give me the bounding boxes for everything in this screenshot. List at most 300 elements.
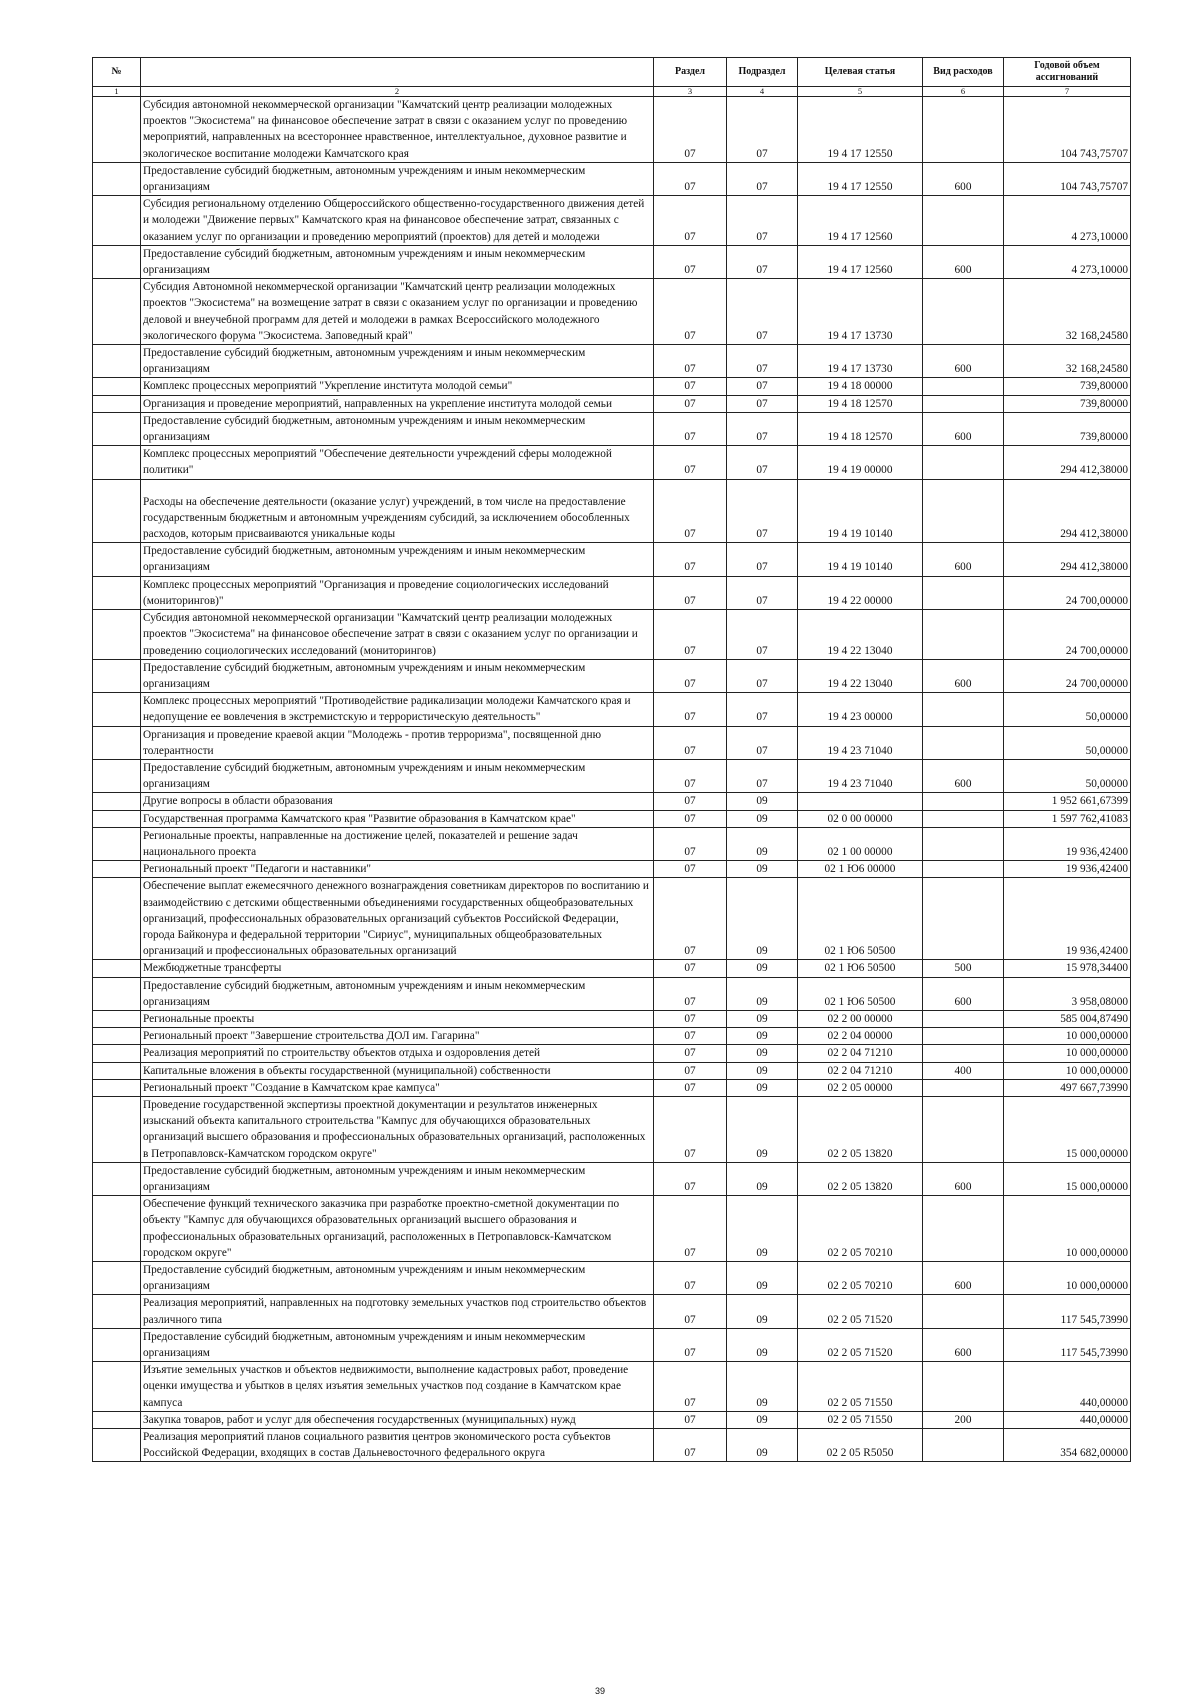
row-name-cell: Предоставление субсидий бюджетным, автономным учреждениям и иным некоммерческим организациям bbox=[141, 759, 654, 792]
row-number-cell bbox=[93, 543, 141, 576]
row-target-article-cell: 19 4 17 12560 bbox=[798, 196, 923, 246]
row-target-article-cell: 02 2 05 70210 bbox=[798, 1262, 923, 1295]
row-target-article-cell: 02 0 00 00000 bbox=[798, 810, 923, 827]
table-row bbox=[93, 977, 1131, 1010]
row-amount-cell: 19 936,42400 bbox=[1004, 827, 1131, 860]
row-target-article-cell: 19 4 22 00000 bbox=[798, 576, 923, 609]
row-name-cell: Субсидия автономной некоммерческой организации "Камчатский центр реализации молодежных проектов "Экосистема" на финансовое обеспечение затрат в связи с оказанием услуг по организации и проведению социологических исследований (мониторингов) bbox=[141, 610, 654, 660]
header-subsection: Подраздел bbox=[727, 58, 798, 87]
header-expense-type: Вид расходов bbox=[923, 58, 1004, 87]
row-subsection-cell: 07 bbox=[727, 693, 798, 726]
row-expense-type-cell: 600 bbox=[923, 1328, 1004, 1361]
row-number-cell bbox=[93, 827, 141, 860]
row-subsection-cell: 09 bbox=[727, 861, 798, 878]
table-row bbox=[93, 378, 1131, 395]
row-number-cell bbox=[93, 1196, 141, 1262]
row-amount-cell: 19 936,42400 bbox=[1004, 861, 1131, 878]
row-subsection-cell: 07 bbox=[727, 446, 798, 479]
row-target-article-cell: 19 4 18 12570 bbox=[798, 412, 923, 445]
row-section-cell: 07 bbox=[654, 693, 727, 726]
row-amount-cell: 739,80000 bbox=[1004, 412, 1131, 445]
row-section-cell: 07 bbox=[654, 1010, 727, 1027]
row-subsection-cell: 07 bbox=[727, 576, 798, 609]
row-name-cell: Реализация мероприятий, направленных на подготовку земельных участков под строительство объектов различного типа bbox=[141, 1295, 654, 1328]
row-expense-type-cell: 600 bbox=[923, 977, 1004, 1010]
row-amount-cell: 15 000,00000 bbox=[1004, 1162, 1131, 1195]
row-subsection-cell: 07 bbox=[727, 279, 798, 345]
row-name-cell: Региональный проект "Создание в Камчатском крае кампуса" bbox=[141, 1079, 654, 1096]
row-subsection-cell: 07 bbox=[727, 245, 798, 278]
table-row bbox=[93, 793, 1131, 810]
row-name-cell: Изъятие земельных участков и объектов недвижимости, выполнение кадастровых работ, проведение оценки имущества и убытков в целях изъятия земельных участков под создание в Камчатском крае кампуса bbox=[141, 1362, 654, 1412]
row-number-cell bbox=[93, 726, 141, 759]
row-number-cell bbox=[93, 1162, 141, 1195]
header-annual-amount: Годовой объем ассигнований bbox=[1004, 58, 1131, 87]
row-expense-type-cell: 600 bbox=[923, 1162, 1004, 1195]
row-name-cell: Реализация мероприятий по строительству объектов отдыха и оздоровления детей bbox=[141, 1045, 654, 1062]
row-amount-cell: 294 412,38000 bbox=[1004, 479, 1131, 543]
row-expense-type-cell bbox=[923, 395, 1004, 412]
row-amount-cell: 15 000,00000 bbox=[1004, 1096, 1131, 1162]
row-section-cell: 07 bbox=[654, 576, 727, 609]
row-expense-type-cell: 600 bbox=[923, 245, 1004, 278]
row-section-cell: 07 bbox=[654, 659, 727, 692]
table-row bbox=[93, 395, 1131, 412]
row-amount-cell: 15 978,34400 bbox=[1004, 960, 1131, 977]
row-section-cell: 07 bbox=[654, 960, 727, 977]
row-section-cell: 07 bbox=[654, 479, 727, 543]
row-name-cell: Проведение государственной экспертизы проектной документации и результатов инженерных изысканий объекта капитального строительства "Кампус для обучающихся образовательных организаций высшего образования и профессиональных образовательных организаций, расположенных в Петропавловск-Камчатском городском округе" bbox=[141, 1096, 654, 1162]
row-section-cell: 07 bbox=[654, 1045, 727, 1062]
row-amount-cell: 117 545,73990 bbox=[1004, 1295, 1131, 1328]
table-row bbox=[93, 543, 1131, 576]
table-row bbox=[93, 162, 1131, 195]
row-expense-type-cell bbox=[923, 1196, 1004, 1262]
row-expense-type-cell bbox=[923, 1096, 1004, 1162]
row-amount-cell: 739,80000 bbox=[1004, 378, 1131, 395]
row-amount-cell: 1 597 762,41083 bbox=[1004, 810, 1131, 827]
row-number-cell bbox=[93, 576, 141, 609]
row-target-article-cell: 02 1 00 00000 bbox=[798, 827, 923, 860]
row-subsection-cell: 07 bbox=[727, 479, 798, 543]
row-subsection-cell: 07 bbox=[727, 659, 798, 692]
row-amount-cell: 24 700,00000 bbox=[1004, 610, 1131, 660]
row-amount-cell: 497 667,73990 bbox=[1004, 1079, 1131, 1096]
table-body bbox=[93, 97, 1131, 1462]
row-amount-cell: 50,00000 bbox=[1004, 726, 1131, 759]
row-expense-type-cell: 600 bbox=[923, 345, 1004, 378]
row-amount-cell: 32 168,24580 bbox=[1004, 279, 1131, 345]
row-section-cell: 07 bbox=[654, 827, 727, 860]
table-row bbox=[93, 345, 1131, 378]
row-target-article-cell: 19 4 19 10140 bbox=[798, 543, 923, 576]
row-section-cell: 07 bbox=[654, 977, 727, 1010]
header-number: № bbox=[93, 58, 141, 87]
row-expense-type-cell: 200 bbox=[923, 1411, 1004, 1428]
row-section-cell: 07 bbox=[654, 162, 727, 195]
table-row bbox=[93, 1196, 1131, 1262]
table-row bbox=[93, 279, 1131, 345]
row-subsection-cell: 09 bbox=[727, 1096, 798, 1162]
row-subsection-cell: 07 bbox=[727, 378, 798, 395]
row-target-article-cell: 02 1 Ю6 00000 bbox=[798, 861, 923, 878]
row-target-article-cell: 19 4 17 12560 bbox=[798, 245, 923, 278]
table-row bbox=[93, 196, 1131, 246]
row-amount-cell: 354 682,00000 bbox=[1004, 1429, 1131, 1462]
row-subsection-cell: 09 bbox=[727, 1262, 798, 1295]
row-subsection-cell: 09 bbox=[727, 1010, 798, 1027]
table-row bbox=[93, 759, 1131, 792]
row-number-cell bbox=[93, 759, 141, 792]
table-row bbox=[93, 1295, 1131, 1328]
row-target-article-cell: 19 4 18 12570 bbox=[798, 395, 923, 412]
row-subsection-cell: 07 bbox=[727, 726, 798, 759]
table-row bbox=[93, 1262, 1131, 1295]
column-number: 2 bbox=[141, 87, 654, 97]
row-target-article-cell: 19 4 17 12550 bbox=[798, 162, 923, 195]
row-section-cell: 07 bbox=[654, 878, 727, 960]
row-target-article-cell: 19 4 19 10140 bbox=[798, 479, 923, 543]
row-subsection-cell: 09 bbox=[727, 1362, 798, 1412]
row-name-cell: Предоставление субсидий бюджетным, автономным учреждениям и иным некоммерческим организациям bbox=[141, 659, 654, 692]
row-section-cell: 07 bbox=[654, 543, 727, 576]
row-name-cell: Предоставление субсидий бюджетным, автономным учреждениям и иным некоммерческим организациям bbox=[141, 162, 654, 195]
row-target-article-cell: 19 4 23 00000 bbox=[798, 693, 923, 726]
row-amount-cell: 739,80000 bbox=[1004, 395, 1131, 412]
row-amount-cell: 10 000,00000 bbox=[1004, 1196, 1131, 1262]
row-target-article-cell: 02 2 04 71210 bbox=[798, 1045, 923, 1062]
row-amount-cell: 585 004,87490 bbox=[1004, 1010, 1131, 1027]
row-number-cell bbox=[93, 960, 141, 977]
row-subsection-cell: 09 bbox=[727, 1429, 798, 1462]
row-subsection-cell: 09 bbox=[727, 827, 798, 860]
row-amount-cell: 440,00000 bbox=[1004, 1362, 1131, 1412]
row-expense-type-cell bbox=[923, 378, 1004, 395]
row-subsection-cell: 09 bbox=[727, 810, 798, 827]
row-number-cell bbox=[93, 1079, 141, 1096]
row-number-cell bbox=[93, 1328, 141, 1361]
row-amount-cell: 3 958,08000 bbox=[1004, 977, 1131, 1010]
row-subsection-cell: 07 bbox=[727, 412, 798, 445]
row-name-cell: Предоставление субсидий бюджетным, автономным учреждениям и иным некоммерческим организациям bbox=[141, 1328, 654, 1361]
row-number-cell bbox=[93, 1028, 141, 1045]
row-subsection-cell: 07 bbox=[727, 345, 798, 378]
row-amount-cell: 1 952 661,67399 bbox=[1004, 793, 1131, 810]
row-expense-type-cell bbox=[923, 693, 1004, 726]
table-row bbox=[93, 1162, 1131, 1195]
column-number: 7 bbox=[1004, 87, 1131, 97]
column-number: 6 bbox=[923, 87, 1004, 97]
table-row bbox=[93, 576, 1131, 609]
row-amount-cell: 10 000,00000 bbox=[1004, 1062, 1131, 1079]
row-subsection-cell: 09 bbox=[727, 1062, 798, 1079]
row-amount-cell: 294 412,38000 bbox=[1004, 446, 1131, 479]
row-name-cell: Государственная программа Камчатского края "Развитие образования в Камчатском крае" bbox=[141, 810, 654, 827]
row-subsection-cell: 09 bbox=[727, 1295, 798, 1328]
row-number-cell bbox=[93, 1096, 141, 1162]
row-name-cell: Субсидия региональному отделению Общероссийского общественно-государственного движения детей и молодежи "Движение первых" Камчатского края на финансовое обеспечение затрат, связанных с оказанием услуг по организации и проведению мероприятий (проектов) для детей и молодежи bbox=[141, 196, 654, 246]
row-name-cell: Региональный проект "Педагоги и наставники" bbox=[141, 861, 654, 878]
row-name-cell: Предоставление субсидий бюджетным, автономным учреждениям и иным некоммерческим организациям bbox=[141, 977, 654, 1010]
row-section-cell: 07 bbox=[654, 1028, 727, 1045]
row-target-article-cell: 02 2 05 71520 bbox=[798, 1328, 923, 1361]
table-row bbox=[93, 1028, 1131, 1045]
row-number-cell bbox=[93, 1062, 141, 1079]
row-expense-type-cell: 600 bbox=[923, 659, 1004, 692]
row-section-cell: 07 bbox=[654, 196, 727, 246]
table-row bbox=[93, 1429, 1131, 1462]
row-target-article-cell: 19 4 23 71040 bbox=[798, 726, 923, 759]
row-expense-type-cell bbox=[923, 827, 1004, 860]
row-section-cell: 07 bbox=[654, 1079, 727, 1096]
row-expense-type-cell bbox=[923, 861, 1004, 878]
row-number-cell bbox=[93, 878, 141, 960]
row-number-cell bbox=[93, 610, 141, 660]
column-number: 3 bbox=[654, 87, 727, 97]
row-target-article-cell: 02 2 05 71550 bbox=[798, 1362, 923, 1412]
row-number-cell bbox=[93, 1429, 141, 1462]
row-section-cell: 07 bbox=[654, 1262, 727, 1295]
table-header bbox=[93, 58, 1131, 97]
row-subsection-cell: 09 bbox=[727, 1411, 798, 1428]
row-expense-type-cell bbox=[923, 1362, 1004, 1412]
row-name-cell: Региональный проект "Завершение строительства ДОЛ им. Гагарина" bbox=[141, 1028, 654, 1045]
row-target-article-cell: 02 1 Ю6 50500 bbox=[798, 960, 923, 977]
row-target-article-cell: 19 4 17 12550 bbox=[798, 97, 923, 163]
table-row bbox=[93, 97, 1131, 163]
row-target-article-cell: 02 2 05 71550 bbox=[798, 1411, 923, 1428]
row-amount-cell: 19 936,42400 bbox=[1004, 878, 1131, 960]
row-subsection-cell: 09 bbox=[727, 1079, 798, 1096]
column-number: 1 bbox=[93, 87, 141, 97]
table-row bbox=[93, 1010, 1131, 1027]
row-amount-cell: 24 700,00000 bbox=[1004, 659, 1131, 692]
row-name-cell: Обеспечение функций технического заказчика при разработке проектно-сметной документации по объекту "Кампус для обучающихся образовательных организаций высшего образования и профессиональных образовательных организаций, расположенных в Петропавловск-Камчатском городском округе" bbox=[141, 1196, 654, 1262]
row-name-cell: Расходы на обеспечение деятельности (оказание услуг) учреждений, в том числе на предоставление государственным бюджетным и автономным учреждениям субсидий, за исключением обособленных расходов, которым присваиваются уникальные коды bbox=[141, 479, 654, 543]
budget-table bbox=[92, 57, 1131, 1462]
row-expense-type-cell bbox=[923, 446, 1004, 479]
header-target-article: Целевая статья bbox=[798, 58, 923, 87]
row-amount-cell: 10 000,00000 bbox=[1004, 1262, 1131, 1295]
row-name-cell: Обеспечение выплат ежемесячного денежного вознаграждения советникам директоров по воспитанию и взаимодействию с детскими общественными объединениями государственных общеобразовательных организаций, профессиональных образовательных организаций субъектов Российской Федерации, города Байконура и федеральной территории "Сириус", муниципальных общеобразовательных организаций и профессиональных образовательных организаций bbox=[141, 878, 654, 960]
table-row bbox=[93, 827, 1131, 860]
row-section-cell: 07 bbox=[654, 378, 727, 395]
row-subsection-cell: 07 bbox=[727, 395, 798, 412]
row-subsection-cell: 09 bbox=[727, 793, 798, 810]
table-row bbox=[93, 726, 1131, 759]
row-subsection-cell: 09 bbox=[727, 878, 798, 960]
row-amount-cell: 24 700,00000 bbox=[1004, 576, 1131, 609]
row-target-article-cell: 02 2 05 00000 bbox=[798, 1079, 923, 1096]
row-subsection-cell: 09 bbox=[727, 1028, 798, 1045]
row-number-cell bbox=[93, 279, 141, 345]
row-name-cell: Межбюджетные трансферты bbox=[141, 960, 654, 977]
row-number-cell bbox=[93, 693, 141, 726]
row-section-cell: 07 bbox=[654, 1429, 727, 1462]
row-number-cell bbox=[93, 395, 141, 412]
row-expense-type-cell bbox=[923, 196, 1004, 246]
table-row bbox=[93, 1079, 1131, 1096]
row-expense-type-cell bbox=[923, 1295, 1004, 1328]
row-section-cell: 07 bbox=[654, 1411, 727, 1428]
row-number-cell bbox=[93, 793, 141, 810]
row-section-cell: 07 bbox=[654, 1162, 727, 1195]
table-row bbox=[93, 810, 1131, 827]
table-row bbox=[93, 446, 1131, 479]
row-target-article-cell: 02 1 Ю6 50500 bbox=[798, 878, 923, 960]
row-expense-type-cell bbox=[923, 1028, 1004, 1045]
column-number-row bbox=[93, 87, 1131, 97]
row-number-cell bbox=[93, 479, 141, 543]
row-number-cell bbox=[93, 196, 141, 246]
row-target-article-cell: 02 1 Ю6 50500 bbox=[798, 977, 923, 1010]
row-expense-type-cell bbox=[923, 576, 1004, 609]
row-number-cell bbox=[93, 1262, 141, 1295]
row-expense-type-cell bbox=[923, 726, 1004, 759]
row-name-cell: Региональные проекты bbox=[141, 1010, 654, 1027]
row-amount-cell: 50,00000 bbox=[1004, 759, 1131, 792]
row-expense-type-cell bbox=[923, 1010, 1004, 1027]
row-subsection-cell: 09 bbox=[727, 1196, 798, 1262]
row-target-article-cell: 19 4 19 00000 bbox=[798, 446, 923, 479]
row-number-cell bbox=[93, 97, 141, 163]
row-expense-type-cell: 600 bbox=[923, 759, 1004, 792]
row-section-cell: 07 bbox=[654, 446, 727, 479]
row-name-cell: Капитальные вложения в объекты государственной (муниципальной) собственности bbox=[141, 1062, 654, 1079]
row-section-cell: 07 bbox=[654, 279, 727, 345]
row-number-cell bbox=[93, 1010, 141, 1027]
header-name bbox=[141, 58, 654, 87]
row-name-cell: Организация и проведение краевой акции "Молодежь - против терроризма", посвященной дню толерантности bbox=[141, 726, 654, 759]
row-expense-type-cell: 600 bbox=[923, 412, 1004, 445]
row-section-cell: 07 bbox=[654, 345, 727, 378]
table-row bbox=[93, 1096, 1131, 1162]
row-subsection-cell: 07 bbox=[727, 162, 798, 195]
row-number-cell bbox=[93, 1411, 141, 1428]
row-subsection-cell: 07 bbox=[727, 543, 798, 576]
row-target-article-cell: 19 4 22 13040 bbox=[798, 659, 923, 692]
row-number-cell bbox=[93, 861, 141, 878]
row-name-cell: Реализация мероприятий планов социального развития центров экономического роста субъектов Российской Федерации, входящих в состав Дальневосточного федерального округа bbox=[141, 1429, 654, 1462]
row-section-cell: 07 bbox=[654, 1096, 727, 1162]
table-row bbox=[93, 1362, 1131, 1412]
row-amount-cell: 294 412,38000 bbox=[1004, 543, 1131, 576]
row-name-cell: Закупка товаров, работ и услуг для обеспечения государственных (муниципальных) нужд bbox=[141, 1411, 654, 1428]
row-subsection-cell: 09 bbox=[727, 1162, 798, 1195]
row-number-cell bbox=[93, 1362, 141, 1412]
table-row bbox=[93, 861, 1131, 878]
row-section-cell: 07 bbox=[654, 759, 727, 792]
row-target-article-cell bbox=[798, 793, 923, 810]
row-section-cell: 07 bbox=[654, 726, 727, 759]
row-subsection-cell: 07 bbox=[727, 759, 798, 792]
row-amount-cell: 117 545,73990 bbox=[1004, 1328, 1131, 1361]
table-row bbox=[93, 1328, 1131, 1361]
row-subsection-cell: 09 bbox=[727, 977, 798, 1010]
row-name-cell: Предоставление субсидий бюджетным, автономным учреждениям и иным некоммерческим организациям bbox=[141, 1162, 654, 1195]
row-number-cell bbox=[93, 162, 141, 195]
row-section-cell: 07 bbox=[654, 1328, 727, 1361]
row-amount-cell: 32 168,24580 bbox=[1004, 345, 1131, 378]
row-section-cell: 07 bbox=[654, 412, 727, 445]
row-number-cell bbox=[93, 378, 141, 395]
table-row bbox=[93, 1411, 1131, 1428]
row-expense-type-cell bbox=[923, 1429, 1004, 1462]
row-section-cell: 07 bbox=[654, 1196, 727, 1262]
row-name-cell: Региональные проекты, направленные на достижение целей, показателей и решение задач национального проекта bbox=[141, 827, 654, 860]
row-target-article-cell: 19 4 18 00000 bbox=[798, 378, 923, 395]
row-name-cell: Предоставление субсидий бюджетным, автономным учреждениям и иным некоммерческим организациям bbox=[141, 543, 654, 576]
table-row bbox=[93, 693, 1131, 726]
row-expense-type-cell: 500 bbox=[923, 960, 1004, 977]
column-number: 4 bbox=[727, 87, 798, 97]
row-section-cell: 07 bbox=[654, 1362, 727, 1412]
row-target-article-cell: 02 2 05 70210 bbox=[798, 1196, 923, 1262]
row-name-cell: Комплекс процессных мероприятий "Обеспечение деятельности учреждений сферы молодежной политики" bbox=[141, 446, 654, 479]
row-amount-cell: 104 743,75707 bbox=[1004, 97, 1131, 163]
table-row bbox=[93, 659, 1131, 692]
row-number-cell bbox=[93, 412, 141, 445]
table-row bbox=[93, 1062, 1131, 1079]
row-target-article-cell: 02 2 00 00000 bbox=[798, 1010, 923, 1027]
row-expense-type-cell bbox=[923, 610, 1004, 660]
row-number-cell bbox=[93, 1295, 141, 1328]
row-number-cell bbox=[93, 345, 141, 378]
row-expense-type-cell: 600 bbox=[923, 1262, 1004, 1295]
row-section-cell: 07 bbox=[654, 1295, 727, 1328]
row-expense-type-cell bbox=[923, 279, 1004, 345]
table-row bbox=[93, 245, 1131, 278]
row-name-cell: Комплекс процессных мероприятий "Укрепление института молодой семьи" bbox=[141, 378, 654, 395]
row-expense-type-cell bbox=[923, 793, 1004, 810]
row-amount-cell: 10 000,00000 bbox=[1004, 1045, 1131, 1062]
row-expense-type-cell bbox=[923, 1045, 1004, 1062]
row-number-cell bbox=[93, 977, 141, 1010]
row-target-article-cell: 19 4 23 71040 bbox=[798, 759, 923, 792]
row-expense-type-cell bbox=[923, 97, 1004, 163]
row-section-cell: 07 bbox=[654, 810, 727, 827]
row-expense-type-cell bbox=[923, 1079, 1004, 1096]
row-target-article-cell: 19 4 22 13040 bbox=[798, 610, 923, 660]
row-amount-cell: 4 273,10000 bbox=[1004, 196, 1131, 246]
row-amount-cell: 4 273,10000 bbox=[1004, 245, 1131, 278]
table-row bbox=[93, 479, 1131, 543]
row-expense-type-cell: 400 bbox=[923, 1062, 1004, 1079]
row-target-article-cell: 02 2 04 00000 bbox=[798, 1028, 923, 1045]
row-name-cell: Другие вопросы в области образования bbox=[141, 793, 654, 810]
row-section-cell: 07 bbox=[654, 610, 727, 660]
row-amount-cell: 10 000,00000 bbox=[1004, 1028, 1131, 1045]
row-name-cell: Предоставление субсидий бюджетным, автономным учреждениям и иным некоммерческим организациям bbox=[141, 412, 654, 445]
row-section-cell: 07 bbox=[654, 245, 727, 278]
row-target-article-cell: 02 2 04 71210 bbox=[798, 1062, 923, 1079]
row-section-cell: 07 bbox=[654, 793, 727, 810]
row-subsection-cell: 09 bbox=[727, 1328, 798, 1361]
row-name-cell: Субсидия Автономной некоммерческой организации "Камчатский центр реализации молодежных проектов "Экосистема" на возмещение затрат в связи с оказанием услуг по организации и проведению деловой и внеучебной программ для детей и молодежи в рамках Всероссийского молодежного экологического форума "Экосистема. Заповедный край" bbox=[141, 279, 654, 345]
page-number: 39 bbox=[594, 1686, 605, 1696]
row-section-cell: 07 bbox=[654, 97, 727, 163]
row-expense-type-cell bbox=[923, 878, 1004, 960]
row-name-cell: Комплекс процессных мероприятий "Организация и проведение социологических исследований (мониторингов)" bbox=[141, 576, 654, 609]
row-subsection-cell: 07 bbox=[727, 97, 798, 163]
row-target-article-cell: 02 2 05 13820 bbox=[798, 1162, 923, 1195]
row-name-cell: Предоставление субсидий бюджетным, автономным учреждениям и иным некоммерческим организациям bbox=[141, 245, 654, 278]
row-subsection-cell: 09 bbox=[727, 960, 798, 977]
row-amount-cell: 50,00000 bbox=[1004, 693, 1131, 726]
row-target-article-cell: 02 2 05 71520 bbox=[798, 1295, 923, 1328]
row-expense-type-cell: 600 bbox=[923, 543, 1004, 576]
row-number-cell bbox=[93, 245, 141, 278]
